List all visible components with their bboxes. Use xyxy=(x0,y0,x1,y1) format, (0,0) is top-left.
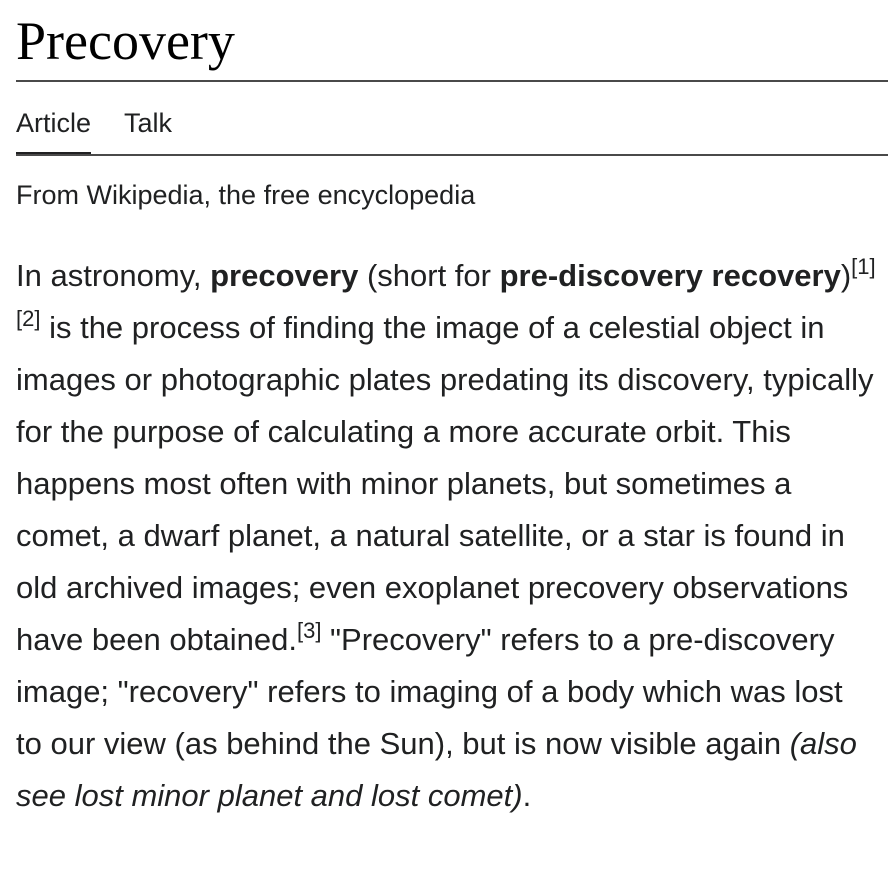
reference-2[interactable]: [2] xyxy=(16,305,41,331)
see-also-open: (also see xyxy=(16,726,857,813)
tab-talk[interactable]: Talk xyxy=(124,108,173,138)
tabs-divider xyxy=(16,154,888,156)
lead-text-definitions: "Precovery" refers to a pre-discovery image; "recovery" refers to imaging of a body which was lost to our view (as behind the Sun), but is now visible again xyxy=(16,622,843,761)
lead-text-intro: In astronomy, xyxy=(16,258,211,293)
reference-3[interactable]: [3] xyxy=(296,617,322,643)
title-divider xyxy=(16,80,888,82)
see-also-and: and xyxy=(302,778,372,813)
article-lead-paragraph xyxy=(16,250,876,822)
reference-1[interactable]: [1] xyxy=(851,253,876,279)
page-tabs xyxy=(16,104,172,156)
see-also-close: ) xyxy=(512,778,523,813)
lead-text-short-for: (short for xyxy=(358,258,500,293)
tab-article[interactable]: Article xyxy=(16,104,91,156)
link-lost-minor-planet[interactable]: lost minor planet xyxy=(74,778,303,813)
lead-text-period: . xyxy=(522,778,532,813)
link-lost-comet[interactable]: lost comet xyxy=(371,778,513,813)
lead-text-body: is the process of finding the image of a celestial object in images or photographic plates predating its discovery, typically for the purpose of calculating a more accurate orbit. This happens most often with minor planets, but sometimes a comet, a dwarf planet, a natural satellite, or a star is found in old archived images; even exoplanet precovery observations have been obtained. xyxy=(16,310,874,657)
lead-text-close-paren: ) xyxy=(840,258,852,293)
site-tagline: From Wikipedia, the free encyclopedia xyxy=(16,180,476,210)
term-precovery: precovery xyxy=(210,258,359,293)
term-pre-discovery-recovery: pre-discovery recovery xyxy=(499,258,841,293)
page-title: Precovery xyxy=(16,11,235,71)
